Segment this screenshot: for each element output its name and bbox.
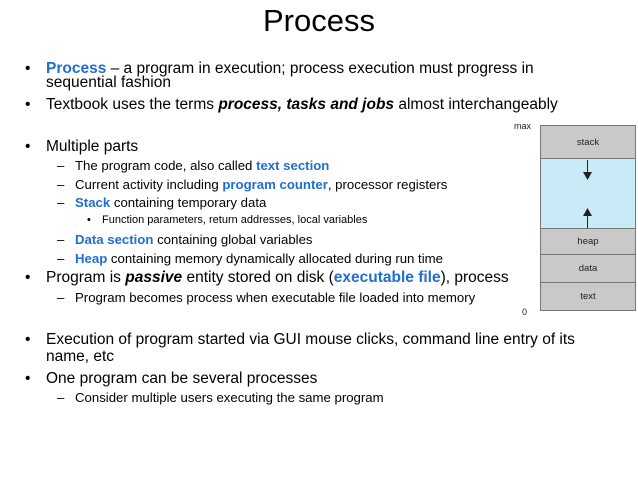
- sub-program-becomes-process-text: Program becomes process when executable file loaded into memory: [75, 290, 476, 305]
- segment-stack-label: stack: [576, 136, 600, 148]
- text-run: almost interchangeably: [394, 96, 558, 113]
- segment-text-label: text: [580, 291, 596, 302]
- sub-program-code-text: [75, 158, 329, 174]
- sub-stack-text: [75, 195, 266, 211]
- emphasis-terms: process, tasks and jobs: [218, 96, 395, 113]
- dash-marker: –: [57, 195, 65, 210]
- sub-data-section-text: [75, 232, 313, 248]
- sub-current-activity-text: [75, 177, 447, 193]
- bullet-one-program-text: One program can be several processes: [46, 370, 318, 387]
- label-max: max: [514, 121, 532, 131]
- bullet-execution-text: Execution of program started via GUI mouse clicks, command line entry of its: [46, 331, 575, 348]
- term-heap: Heap: [75, 251, 108, 266]
- term-data-section: Data section: [75, 232, 154, 247]
- term-executable-file: executable file: [333, 269, 441, 286]
- bullet-marker: •: [25, 96, 31, 113]
- sub-heap-text: [75, 251, 443, 267]
- segment-data-label: data: [578, 263, 598, 274]
- bullet-marker: •: [25, 331, 31, 348]
- free-space: [540, 159, 636, 228]
- segment-heap-label: heap: [577, 236, 599, 247]
- text-run: The program code, also called: [75, 158, 257, 173]
- segment-heap: [540, 228, 636, 255]
- dash-marker: –: [57, 232, 65, 247]
- text-run: Current activity including: [75, 177, 223, 192]
- bullet-textbook-text: [46, 96, 558, 113]
- bullet-marker: •: [87, 214, 91, 226]
- segment-text: [540, 282, 636, 311]
- arrow-down-icon: [583, 172, 592, 180]
- heap-growth-line: [587, 215, 588, 228]
- bullet-multiple-parts-text: Multiple parts: [46, 138, 139, 155]
- text-run: Program is: [46, 269, 126, 286]
- text-run: entity stored on disk (: [182, 269, 334, 286]
- dash-marker: –: [57, 390, 65, 405]
- text-run: ), process: [440, 269, 509, 286]
- emphasis-passive: passive: [125, 269, 183, 286]
- dash-marker: –: [57, 177, 65, 192]
- dash-marker: –: [57, 290, 65, 305]
- sub-consider-users-text: Consider multiple users executing the same program: [75, 390, 384, 405]
- text-run: containing memory dynamically allocated during run time: [107, 251, 443, 266]
- subsub-stack-contents-text: Function parameters, return addresses, local variables: [102, 214, 368, 226]
- dash-marker: –: [57, 251, 65, 266]
- dash-marker: –: [57, 158, 65, 173]
- text-run: containing global variables: [153, 232, 313, 247]
- bullet-execution-text-cont: name, etc: [46, 348, 115, 365]
- term-process: Process: [46, 60, 107, 77]
- text-run: containing temporary data: [110, 195, 267, 210]
- label-zero: 0: [522, 307, 528, 317]
- bullet-marker: •: [25, 269, 31, 286]
- process-definition-cont: sequential fashion: [46, 74, 171, 91]
- segment-data: [540, 254, 636, 283]
- term-stack: Stack: [75, 195, 111, 210]
- text-run: Textbook uses the terms: [46, 96, 219, 113]
- bullet-marker: •: [25, 138, 31, 155]
- term-program-counter: program counter: [222, 177, 328, 192]
- term-text-section: text section: [256, 158, 330, 173]
- bullet-marker: •: [25, 60, 31, 77]
- bullet-passive-text: [46, 269, 509, 286]
- segment-stack: [540, 125, 636, 159]
- slide-title: Process: [263, 3, 375, 38]
- text-run: , processor registers: [327, 177, 448, 192]
- bullet-marker: •: [25, 370, 31, 387]
- process-definition: – a program in execution; process execution must progress in: [106, 60, 534, 77]
